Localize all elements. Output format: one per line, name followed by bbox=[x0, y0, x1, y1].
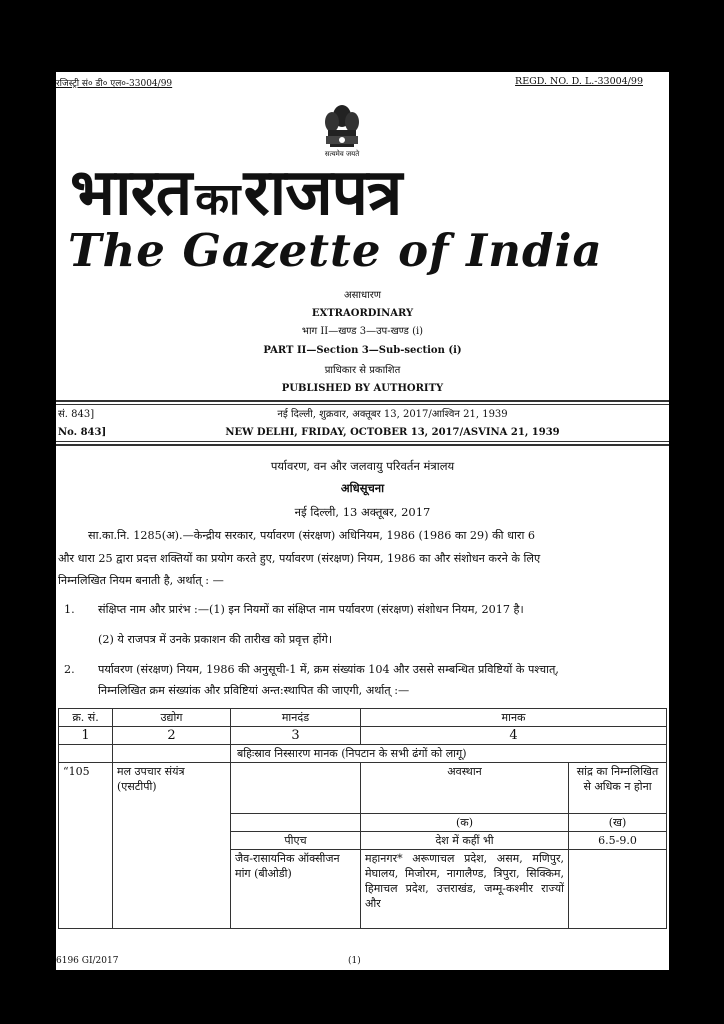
registration-number-english: REGD. NO. D. L.-33004/99 bbox=[515, 76, 643, 87]
header-parameter: मानदंड bbox=[231, 709, 361, 727]
divider bbox=[56, 444, 669, 446]
page-number: (1) bbox=[348, 956, 361, 966]
column-number: 1 bbox=[59, 727, 113, 745]
authority-hindi: प्राधिकार से प्रकाशित bbox=[324, 365, 401, 376]
item-1-text: संक्षिप्त नाम और प्रारंभ :—(1) इन नियमों का संक्षिप्त नाम पर्यावरण (संरक्षण) संशोधन नियम, 2017 है। bbox=[98, 603, 524, 616]
item-1-number: 1. bbox=[64, 603, 75, 616]
header-industry: उद्योग bbox=[113, 709, 231, 727]
column-number: 4 bbox=[361, 727, 667, 745]
table-header-row bbox=[59, 709, 667, 727]
issue-number-english: No. 843] bbox=[58, 427, 107, 438]
issue-number-hindi: सं. 843] bbox=[58, 409, 95, 420]
issue-date-hindi: नई दिल्ली, शुक्रवार, अक्तूबर 13, 2017/आश्विन 21, 1939 bbox=[277, 409, 508, 420]
ministry-name: पर्यावरण, वन और जलवायु परिवर्तन मंत्रालय bbox=[270, 459, 455, 473]
item-1-subclause: (2) ये राजपत्र में उनके प्रकाशन की तारीख को प्रवृत्त होंगे। bbox=[98, 633, 333, 646]
issue-date-english: NEW DELHI, FRIDAY, OCTOBER 13, 2017/ASVINA 21, 1939 bbox=[225, 427, 560, 438]
notification-place-date: नई दिल्ली, 13 अक्तूबर, 2017 bbox=[294, 505, 431, 519]
gazette-page bbox=[56, 72, 669, 970]
ph-location: देश में कहीं भी bbox=[361, 832, 569, 850]
column-number: 3 bbox=[231, 727, 361, 745]
parameter-bod: जैव-रासायनिक ऑक्सीजन मांग (बीओडी) bbox=[231, 850, 361, 929]
serial-105: “105 bbox=[59, 763, 113, 929]
footer-code: 6196 GI/2017 bbox=[56, 956, 119, 966]
masthead-english-title: The Gazette of India bbox=[68, 224, 603, 277]
header-standard: मानक bbox=[361, 709, 667, 727]
registration-number-hindi: रजिस्ट्री सं० डी० एल०-33004/99 bbox=[56, 79, 173, 89]
part-hindi: भाग II—खण्ड 3—उप-खण्ड (i) bbox=[301, 326, 424, 337]
intro-line-3: निम्नलिखित नियम बनाती है, अर्थात् : — bbox=[58, 574, 224, 587]
table-number-row bbox=[59, 727, 667, 745]
effluent-standard-heading: बहिःस्राव निस्सारण मानक (निपटान के सभी ढंगों को लागू) bbox=[231, 745, 667, 763]
part-english: PART II—Section 3—Sub-section (i) bbox=[263, 345, 462, 356]
divider bbox=[56, 404, 669, 405]
authority-english: PUBLISHED BY AUTHORITY bbox=[281, 383, 444, 394]
extraordinary-hindi: असाधारण bbox=[343, 290, 382, 301]
industry-stp: मल उपचार संयंत्र (एसटीपी) bbox=[113, 763, 231, 929]
max-concentration-header: सांद्र का निम्नलिखित से अधिक न होना bbox=[569, 763, 667, 814]
notification-type: अधिसूचना bbox=[340, 481, 385, 495]
table-row bbox=[59, 763, 667, 814]
location-header: अवस्थान bbox=[361, 763, 569, 814]
intro-line-2: और धारा 25 द्वारा प्रदत्त शक्तियों का प्रयोग करते हुए, पर्यावरण (संरक्षण) नियम, 1986 का और संशोधन करने के लिए bbox=[58, 552, 541, 565]
divider bbox=[56, 441, 669, 442]
parameter-ph: पीएच bbox=[231, 832, 361, 850]
header-serial: क्र. सं. bbox=[59, 709, 113, 727]
standards-table bbox=[58, 708, 667, 929]
intro-line-1: सा.का.नि. 1285(अ).—केन्द्रीय सरकार, पर्यावरण (संरक्षण) अधिनियम, 1986 (1986 का 29) की धारा 6 bbox=[88, 529, 536, 542]
sub-column-kha: (ख) bbox=[569, 814, 667, 832]
extraordinary-english: EXTRAORDINARY bbox=[311, 308, 414, 319]
sub-column-ka: (क) bbox=[361, 814, 569, 832]
column-number: 2 bbox=[113, 727, 231, 745]
item-2-line-1: पर्यावरण (संरक्षण) नियम, 1986 की अनुसूची-1 में, क्रम संख्यांक 104 और उससे सम्बन्धित प्रविष्टियों के पश्चात्, bbox=[98, 663, 559, 676]
item-2-number: 2. bbox=[64, 663, 75, 676]
ph-value: 6.5-9.0 bbox=[569, 832, 667, 850]
table-row bbox=[59, 745, 667, 763]
divider bbox=[56, 400, 669, 402]
masthead-hindi-title: भारतकाराजपत्र bbox=[70, 156, 402, 230]
item-2-line-2: निम्नलिखित क्रम संख्यांक और प्रविष्टियां अन्त:स्थापित की जाएगी, अर्थात् :— bbox=[98, 684, 410, 697]
emblem-motto: सत्यमेव जयते bbox=[324, 150, 360, 158]
bod-location: महानगर* अरूणाचल प्रदेश, असम, मणिपुर, मेघालय, मिजोरम, नागालैण्ड, त्रिपुरा, सिक्किम, हिमाचल प्रदेश, उत्तराखंड, जम्मू-कश्मीर राज्यों और bbox=[361, 850, 569, 929]
